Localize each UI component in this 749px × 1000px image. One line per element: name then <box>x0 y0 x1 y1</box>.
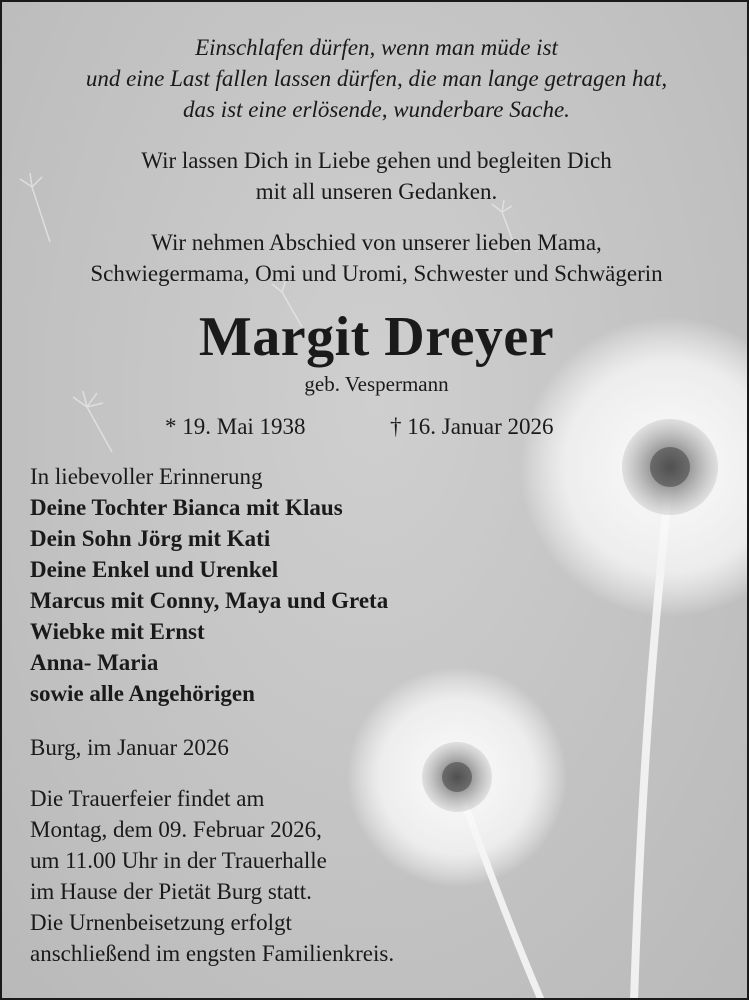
mourners-intro: In liebevoller Erinnerung <box>30 464 263 489</box>
mourner-line: Deine Enkel und Urenkel <box>30 557 279 582</box>
funeral-line: im Hause der Pietät Burg statt. <box>30 879 312 904</box>
deceased-name: Margit Dreyer <box>198 306 555 368</box>
funeral-line: Die Urnenbeisetzung erfolgt <box>30 910 292 935</box>
funeral-line: anschließend im engsten Familienkreis. <box>30 941 395 966</box>
mourners-list <box>30 461 388 709</box>
birth-date: * 19. Mai 1938 <box>165 414 306 439</box>
farewell-text-1 <box>2 145 749 207</box>
farewell-line: Schwiegermama, Omi und Uromi, Schwester und Schwägerin <box>90 261 663 286</box>
farewell-line: Wir lassen Dich in Liebe gehen und begleiten Dich <box>141 148 612 173</box>
funeral-line: Die Trauerfeier findet am <box>30 786 265 811</box>
farewell-line: Wir nehmen Abschied von unserer lieben Mama, <box>151 230 602 255</box>
poem-line: Einschlafen dürfen, wenn man müde ist <box>195 35 558 60</box>
funeral-line: um 11.00 Uhr in der Trauerhalle <box>30 848 327 873</box>
mourner-line: Anna- Maria <box>30 650 159 675</box>
mourner-line: sowie alle Angehörigen <box>30 681 255 706</box>
place-date: Burg, im Januar 2026 <box>30 735 229 760</box>
funeral-line: Montag, dem 09. Februar 2026, <box>30 817 322 842</box>
mourner-line: Dein Sohn Jörg mit Kati <box>30 526 271 551</box>
poem-line: das ist eine erlösende, wunderbare Sache. <box>183 97 570 122</box>
poem-line: und eine Last fallen lassen dürfen, die man lange getragen hat, <box>85 66 668 91</box>
mourner-line: Wiebke mit Ernst <box>30 619 205 644</box>
maiden-name: geb. Vespermann <box>304 372 449 396</box>
funeral-info <box>30 783 394 969</box>
mourner-line: Marcus mit Conny, Maya und Greta <box>30 588 389 613</box>
farewell-line: mit all unseren Gedanken. <box>255 179 498 204</box>
death-date: † 16. Januar 2026 <box>390 414 554 439</box>
farewell-text-2 <box>2 227 749 289</box>
poem <box>2 32 749 125</box>
mourner-line: Deine Tochter Bianca mit Klaus <box>30 495 343 520</box>
